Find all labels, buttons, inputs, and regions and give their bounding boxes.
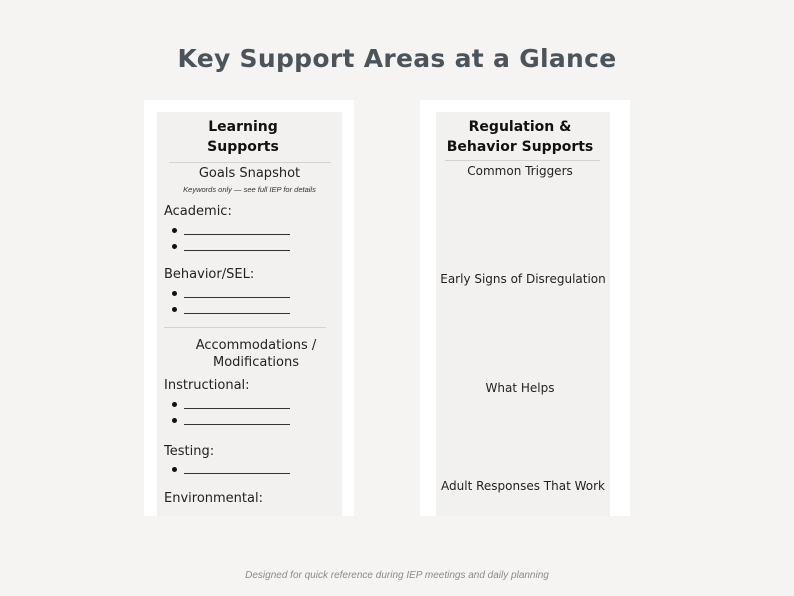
academic-label: Academic: [164,204,232,219]
behavior-sel-label: Behavior/SEL: [164,267,255,282]
footer-note: Designed for quick reference during IEP meetings and daily planning [245,570,549,581]
early-signs-heading: Early Signs of Disregulation [440,272,606,286]
goals-note: Keywords only — see full IEP for details [183,185,316,194]
academic-blank-2 [184,250,290,251]
learning-heading-line1: Learning [208,119,278,135]
accommodations-heading-line1: Accommodations / [195,338,317,353]
what-helps-heading: What Helps [485,381,555,395]
testing-label: Testing: [164,444,215,459]
divider [169,162,331,163]
adult-responses-heading: Adult Responses That Work [441,479,605,493]
bullet [172,244,177,249]
environmental-label: Environmental: [164,491,263,506]
instructional-blank-2 [184,424,290,425]
learning-supports-heading [157,117,329,157]
learning-heading-line2: Supports [207,139,279,155]
regulation-supports-heading [436,117,604,157]
bullet [172,307,177,312]
page-title: Key Support Areas at a Glance [177,44,617,73]
behavior-blank-1 [184,297,290,298]
behavior-blank-2 [184,313,290,314]
accommodations-heading-line2: Modifications [212,355,299,370]
testing-blank-1 [184,473,290,474]
bullet [172,291,177,296]
bullet [172,228,177,233]
regulation-heading-line2: Behavior Supports [446,139,594,155]
goals-snapshot-heading: Goals Snapshot [198,166,301,181]
divider [164,327,326,328]
instructional-blank-1 [184,408,290,409]
bullet [172,402,177,407]
accommodations-heading [157,337,355,371]
divider [445,160,600,161]
bullet [172,467,177,472]
instructional-label: Instructional: [164,378,250,393]
common-triggers-heading: Common Triggers [467,164,573,178]
bullet [172,418,177,423]
academic-blank-1 [184,234,290,235]
regulation-heading-line1: Regulation & [468,119,572,135]
